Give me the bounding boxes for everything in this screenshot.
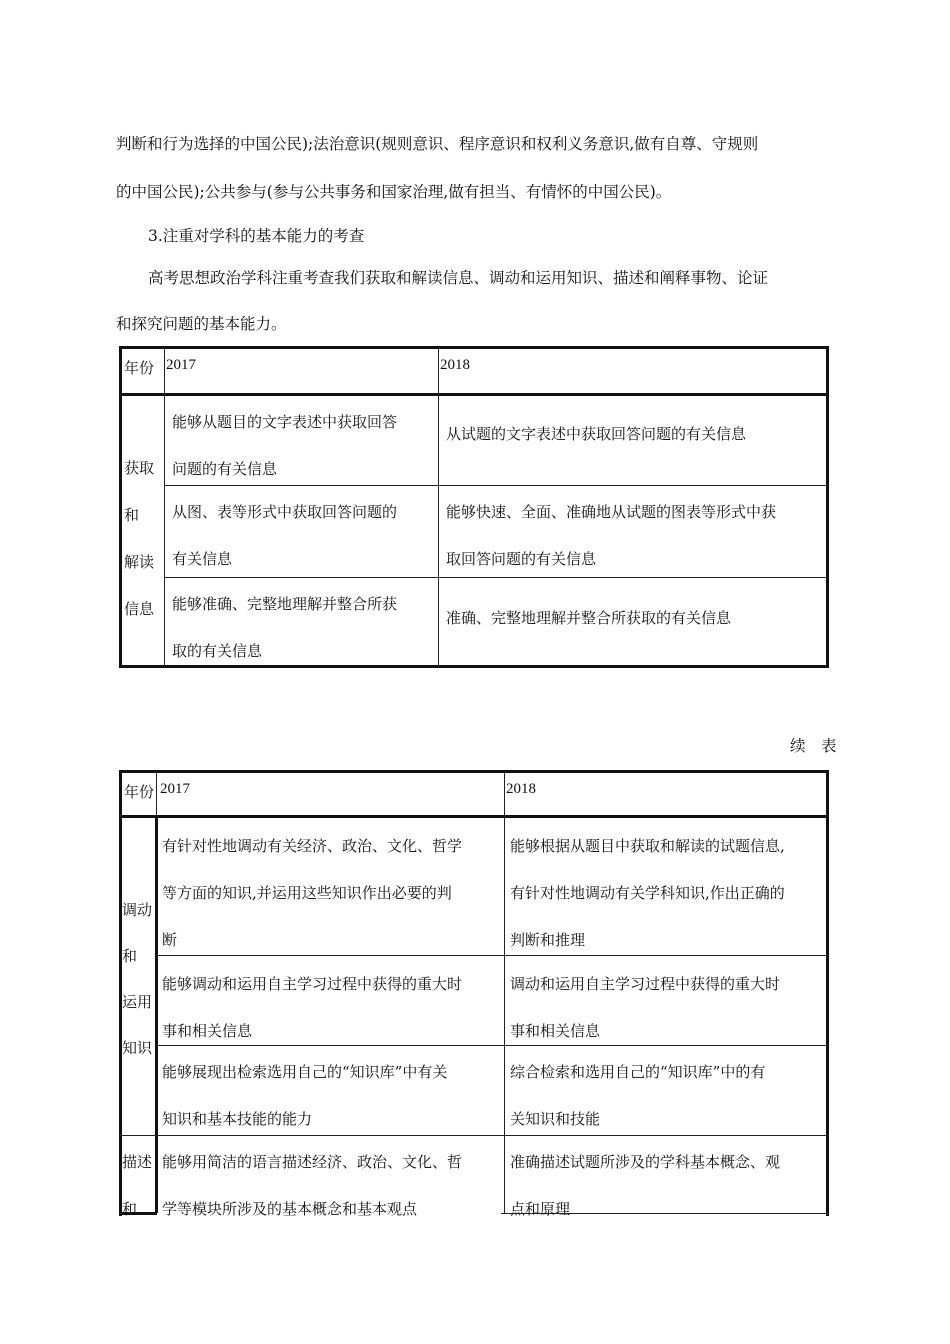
table-cell-2017: 能够调动和运用自主学习过程中获得的重大时 事和相关信息: [162, 975, 463, 1040]
table-cell-2018: 能够根据从题目中获取和解读的试题信息, 有针对性地调动有关学科知识,作出正确的 判断和推理: [510, 837, 785, 949]
ability-table-2: [119, 770, 829, 1216]
header-2018: 2018: [506, 781, 536, 797]
ability-table-1: [119, 346, 829, 668]
table-cell-2018: 准确描述试题所涉及的学科基本概念、观 点和原理: [510, 1153, 781, 1218]
continued-label: 续 表: [790, 737, 837, 755]
body-text-line: 的中国公民);公共参与(参与公共事务和国家治理,做有担当、有情怀的中国公民)。: [116, 183, 672, 201]
body-text-line: 判断和行为选择的中国公民);法治意识(规则意识、程序意识和权利义务意识,做有自尊、守规则: [116, 135, 759, 153]
table-cell-2017: 能够用简洁的语言描述经济、政治、文化、哲 学等模块所涉及的基本概念和基本观点: [162, 1153, 463, 1218]
table-cell-2018: 准确、完整地理解并整合所获取的有关信息: [446, 609, 732, 627]
header-year: 年份: [124, 783, 155, 801]
header-2017: 2017: [160, 781, 190, 797]
table-cell-2017: 从图、表等形式中获取回答问题的 有关信息: [172, 503, 398, 568]
table-cell-2017: 有针对性地调动有关经济、政治、文化、哲学 等方面的知识,并运用这些知识作出必要的判 断: [162, 837, 463, 949]
group-label: 描述 和: [122, 1153, 153, 1218]
header-year: 年份: [124, 359, 155, 377]
table-bottom-left: [119, 1212, 157, 1215]
table-cell-2017: 能够展现出检索选用自己的“知识库”中有关 知识和基本技能的能力: [162, 1063, 448, 1128]
header-2018: 2018: [440, 357, 470, 373]
table-cell-2018: 综合检索和选用自己的“知识库”中的有 关知识和技能: [510, 1063, 766, 1128]
table-cell-2017: 能够准确、完整地理解并整合所获 取的有关信息: [172, 595, 398, 660]
table-bottom-right: [501, 1213, 829, 1214]
header-2017: 2017: [166, 357, 196, 373]
table-cell-2017: 能够从题目的文字表述中获取回答 问题的有关信息: [172, 413, 398, 478]
table-cell-2018: 能够快速、全面、准确地从试题的图表等形式中获 取回答问题的有关信息: [446, 503, 777, 568]
table-cell-2018: 从试题的文字表述中获取回答问题的有关信息: [446, 425, 747, 443]
body-text-line: 和探究问题的基本能力。: [116, 315, 287, 333]
body-text-line: 高考思想政治学科注重考查我们获取和解读信息、调动和运用知识、描述和阐释事物、论证: [148, 269, 769, 287]
group-label: 获取 和 解读 信息: [124, 459, 155, 618]
table-cell-2018: 调动和运用自主学习过程中获得的重大时 事和相关信息: [510, 975, 781, 1040]
section-heading: 3.注重对学科的基本能力的考查: [148, 227, 365, 245]
group-label: 调动 和 运用 知识: [122, 901, 153, 1057]
